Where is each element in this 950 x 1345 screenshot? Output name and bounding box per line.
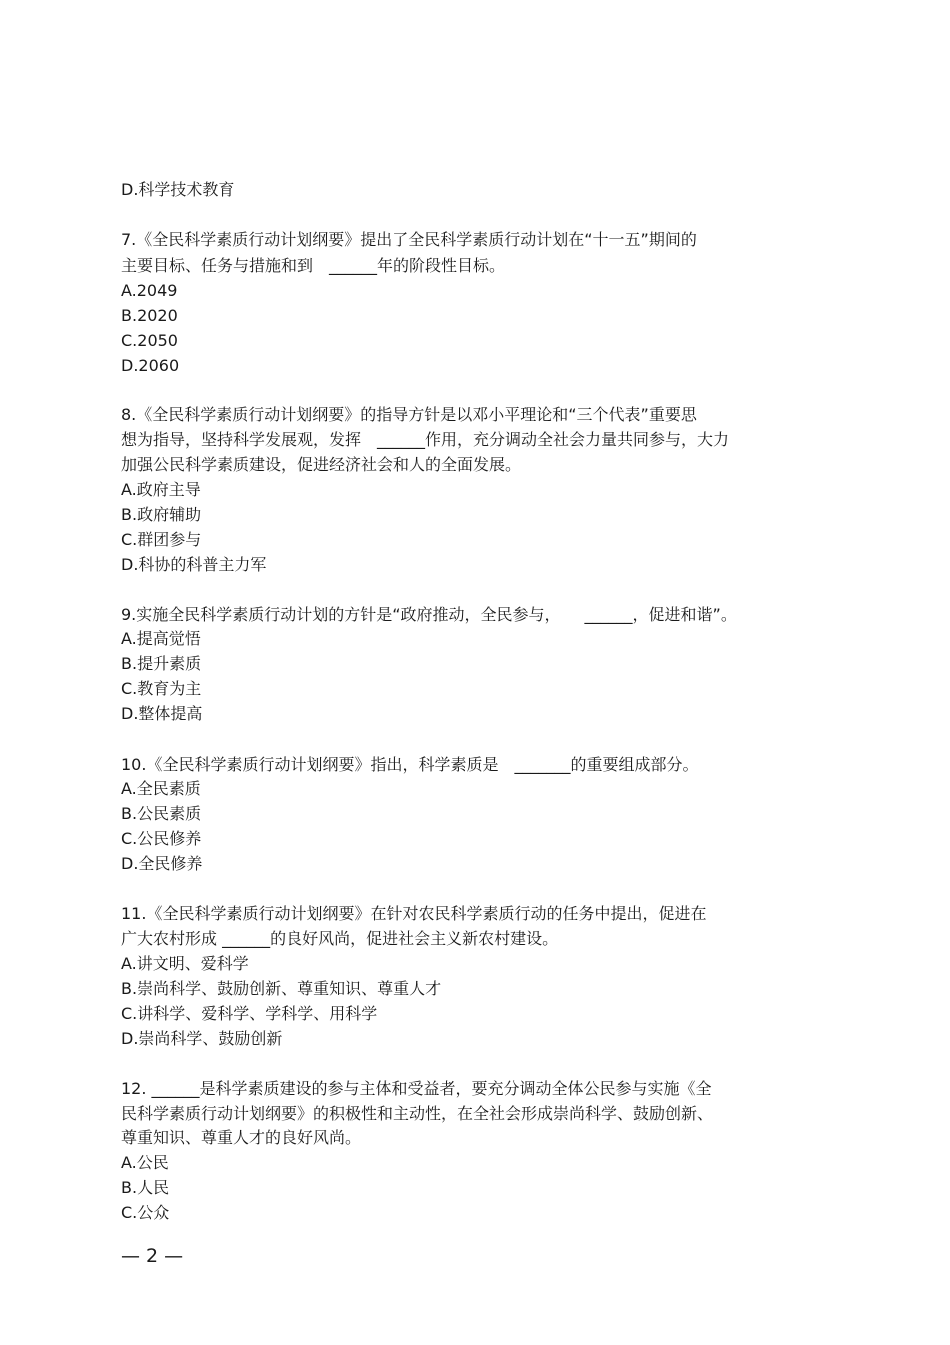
question-8-line-3: 加强公民科学素质建设，促进经济社会和人的全面发展。 — [121, 455, 522, 474]
question-12-line-3: 尊重知识、尊重人才的良好风尚。 — [121, 1128, 362, 1147]
option-11d: D.崇尚科学、鼓励创新 — [121, 1029, 283, 1048]
option-11c: C.讲科学、爱科学、学科学、用科学 — [121, 1004, 378, 1023]
question-11-line-2: 广大农村形成 ______的良好风尚，促进社会主义新农村建设。 — [121, 929, 559, 948]
option-8a: A.政府主导 — [121, 480, 201, 499]
question-10-line-1: 10.《全民科学素质行动计划纲要》指出，科学素质是 _______的重要组成部分。 — [121, 755, 699, 774]
option-8d: D.科协的科普主力军 — [121, 555, 267, 574]
option-8b: B.政府辅助 — [121, 505, 202, 524]
option-9a: A.提高觉悟 — [121, 629, 201, 648]
question-7-line-1: 7.《全民科学素质行动计划纲要》提出了全民科学素质行动计划在“十一五”期间的 — [121, 230, 697, 249]
option-12a: A.公民 — [121, 1153, 169, 1172]
option-9c: C.教育为主 — [121, 679, 202, 698]
option-11b: B.崇尚科学、鼓励创新、尊重知识、尊重人才 — [121, 979, 442, 998]
option-7d: D.2060 — [121, 356, 180, 375]
question-9-line-1: 9.实施全民科学素质行动计划的方针是“政府推动，全民参与， ______，促进和谐”。 — [121, 605, 737, 624]
option-12b: B.人民 — [121, 1178, 170, 1197]
option-7a: A.2049 — [121, 281, 178, 300]
question-7-line-2: 主要目标、任务与措施和到 ______年的阶段性目标。 — [121, 256, 506, 275]
option-10a: A.全民素质 — [121, 779, 201, 798]
question-12-line-2: 民科学素质行动计划纲要》的积极性和主动性，在全社会形成崇尚科学、鼓励创新、 — [121, 1104, 714, 1123]
option-12c: C.公众 — [121, 1203, 170, 1222]
option-6d: D.科学技术教育 — [121, 180, 235, 199]
question-8-line-2: 想为指导，坚持科学发展观，发挥 ______作用，充分调动全社会力量共同参与，大力 — [121, 430, 730, 449]
option-10d: D.全民修养 — [121, 854, 203, 873]
option-10b: B.公民素质 — [121, 804, 202, 823]
option-11a: A.讲文明、爱科学 — [121, 954, 249, 973]
option-9b: B.提升素质 — [121, 654, 202, 673]
option-10c: C.公民修养 — [121, 829, 202, 848]
option-8c: C.群团参与 — [121, 530, 202, 549]
option-7c: C.2050 — [121, 331, 178, 350]
question-12-line-1: 12. ______是科学素质建设的参与主体和受益者，要充分调动全体公民参与实施《全 — [121, 1079, 712, 1098]
question-11-line-1: 11.《全民科学素质行动计划纲要》在针对农民科学素质行动的任务中提出，促进在 — [121, 904, 707, 923]
page-number: — 2 — — [121, 1245, 184, 1267]
option-9d: D.整体提高 — [121, 704, 203, 723]
question-8-line-1: 8.《全民科学素质行动计划纲要》的指导方针是以邓小平理论和“三个代表”重要思 — [121, 405, 697, 424]
option-7b: B.2020 — [121, 306, 178, 325]
